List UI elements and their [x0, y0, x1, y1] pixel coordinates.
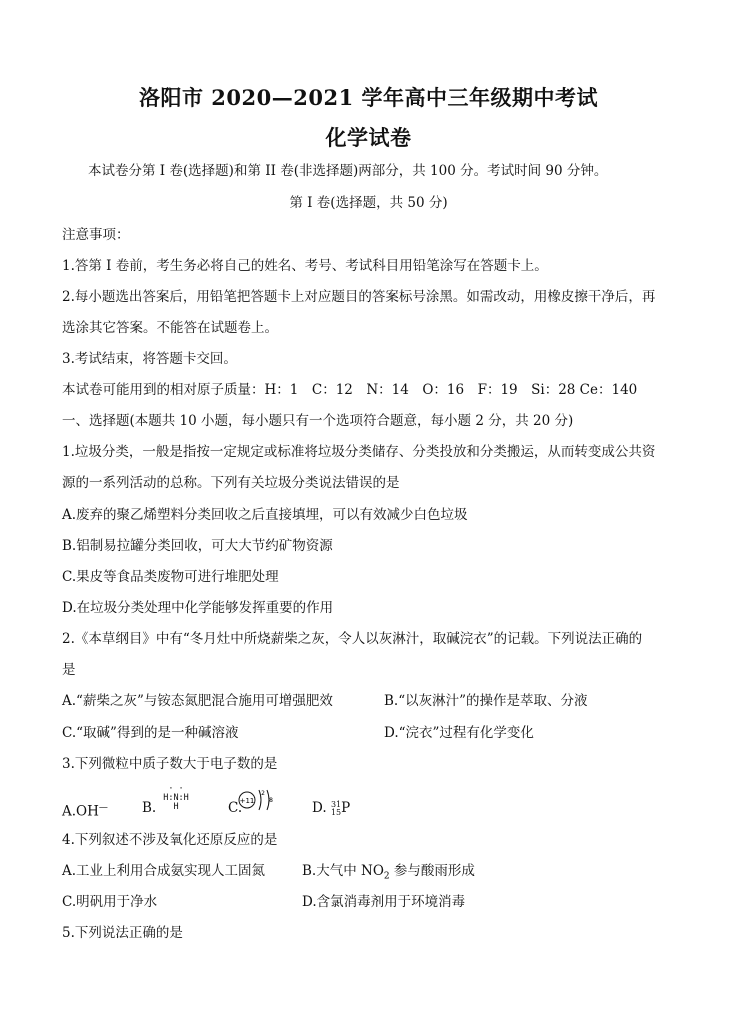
exam-title: 洛阳市 2020—2021 学年高中三年级期中考试 — [138, 85, 598, 110]
part1-title: 第 I 卷(选择题，共 50 分) — [289, 195, 448, 211]
exam-intro: 本试卷分第 I 卷(选择题)和第 II 卷(非选择题)两部分，共 100 分。考试时间 90 分钟。 — [88, 163, 608, 179]
atomic-masses: 本试卷可能用到的相对原子质量：H：1 C：12 N：14 O：16 F：19 Si：28 Ce：140 — [62, 382, 638, 398]
q2-option-d: D.“浣衣”过程有化学变化 — [384, 725, 534, 741]
q3-option-c-shell2: 8 — [269, 797, 273, 804]
q1-option-a: A.废弃的聚乙烯塑料分类回收之后直接填埋，可以有效减少白色垃圾 — [62, 507, 468, 523]
q3-option-d-atomic-number: 15 — [330, 807, 342, 817]
q4-option-c: C.明矾用于净水 — [62, 894, 158, 910]
note-item-2-line2: 选涂其它答案。不能答在试题卷上。 — [62, 320, 278, 336]
q4-option-d: D.含氯消毒剂用于环境消毒 — [302, 894, 466, 910]
q3-option-a-charge: — — [98, 803, 108, 813]
q3-option-b-struct-line2: H — [173, 802, 179, 812]
q3-stem: 3.下列微粒中质子数大于电子数的是 — [62, 756, 278, 772]
q4-option-b-pre: B.大气中 NO — [302, 863, 384, 879]
note-item-2-line1: 2.每小题选出答案后，用铅笔把答题卡上对应题目的答案标号涂黑。如需改动，用橡皮擦干净后，再 — [62, 289, 656, 305]
q3-option-d-symbol: P — [341, 800, 351, 816]
q3-option-d — [312, 799, 350, 817]
q4-option-b-post: 参与酸雨形成 — [389, 863, 475, 879]
q4-option-a: A.工业上利用合成氨实现人工固氮 — [62, 863, 266, 879]
q3-option-a — [62, 799, 108, 821]
q3-option-b-label: B. — [142, 800, 157, 816]
q1-option-c: C.果皮等食品类废物可进行堆肥处理 — [62, 569, 279, 585]
section1-heading: 一、选择题(本题共 10 小题，每小题只有一个选项符合题意，每小题 2 分，共 20 分) — [62, 413, 574, 429]
q2-stem-line1: 2.《本草纲目》中有“冬月灶中所烧薪柴之灰，令人以灰淋汁，取碱浣衣”的记载。下列说法正确的 — [62, 631, 643, 647]
note-item-1: 1.答第 I 卷前，考生务必将自己的姓名、考号、考试科目用铅笔涂写在答题卡上。 — [62, 258, 548, 274]
atom-structure-diagram-icon — [238, 786, 278, 814]
q1-option-d: D.在垃圾分类处理中化学能够发挥重要的作用 — [62, 600, 334, 616]
q3-option-c-shell1: 2 — [261, 790, 265, 797]
q3-option-c-label: C. — [228, 800, 243, 816]
q2-option-b: B.“以灰淋汁”的操作是萃取、分液 — [384, 693, 588, 709]
q3-option-b-struct-line1: H:N:H — [163, 793, 189, 803]
q4-option-b — [302, 862, 475, 886]
q4-stem: 4.下列叙述不涉及氧化还原反应的是 — [62, 832, 278, 848]
q4-option-b-sub: 2 — [383, 871, 390, 882]
q1-stem-line2: 源的一系列活动的总称。下列有关垃圾分类说法错误的是 — [62, 475, 400, 491]
q3-option-b-structure: · · H:N:H H — [156, 785, 196, 812]
q2-option-a: A.“薪柴之灰”与铵态氮肥混合施用可增强肥效 — [62, 693, 333, 709]
q2-option-c: C.“取碱”得到的是一种碱溶液 — [62, 725, 239, 741]
q3-option-a-formula: A.OH — [62, 803, 99, 820]
q2-stem-line2: 是 — [62, 662, 76, 678]
q3-option-c-nucleus: +11 — [239, 797, 255, 805]
notes-heading: 注意事项： — [62, 227, 130, 243]
exam-subject: 化学试卷 — [325, 125, 412, 150]
q1-stem-line1: 1.垃圾分类，一般是指按一定规定或标准将垃圾分类储存、分类投放和分类搬运，从而转变成公共资 — [62, 444, 656, 460]
q5-stem: 5.下列说法正确的是 — [62, 925, 183, 941]
q3-option-d-mass-number: 31 — [330, 799, 342, 809]
note-item-3: 3.考试结束，将答题卡交回。 — [62, 351, 237, 367]
q3-option-d-label: D. — [312, 800, 327, 816]
q1-option-b: B.铝制易拉罐分类回收，可大大节约矿物资源 — [62, 538, 333, 554]
